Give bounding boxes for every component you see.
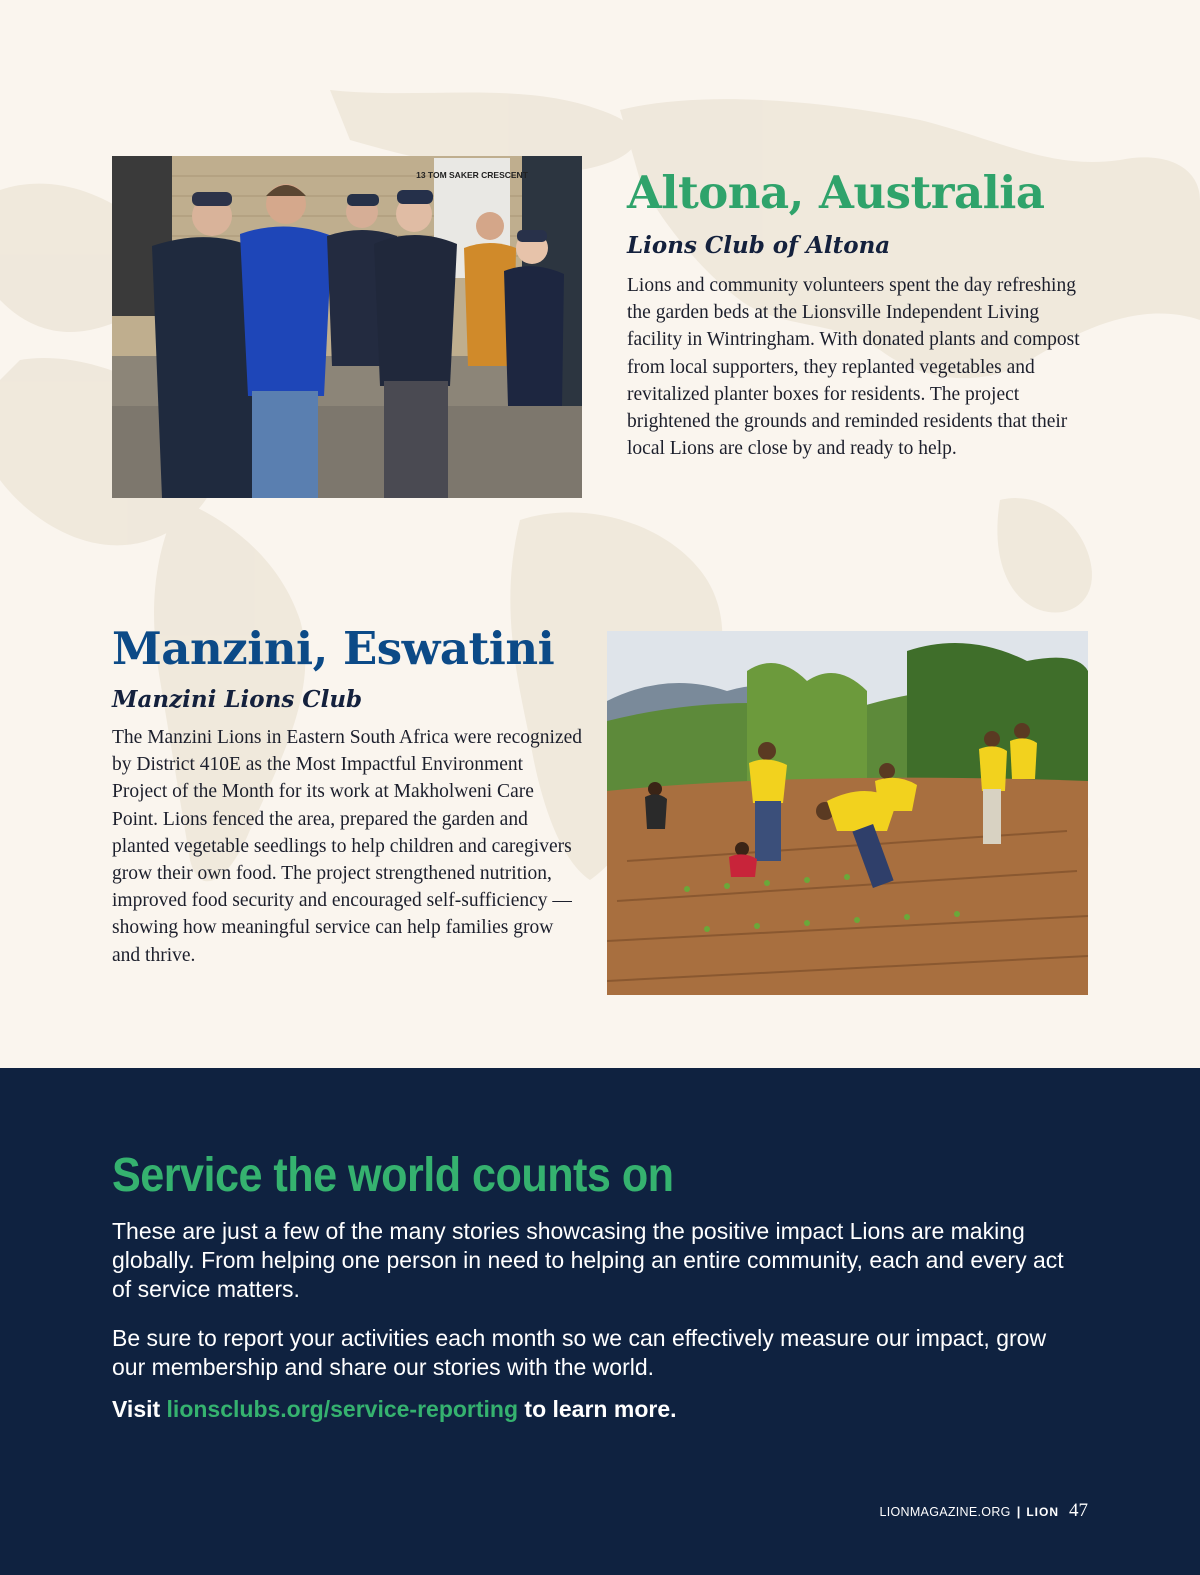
cta-paragraph-2: Be sure to report your activities each month so we can effectively measure our impact, grow our membership and share our stories with the world. xyxy=(112,1325,1047,1380)
altona-title: Altona, Australia xyxy=(627,166,1045,219)
visit-prefix: Visit xyxy=(112,1396,167,1422)
cta-heading: Service the world counts on xyxy=(112,1149,674,1202)
manzini-club-name: Manzini Lions Club xyxy=(112,686,363,713)
cta-paragraph-1: These are just a few of the many stories showcasing the positive impact Lions are making globally. From helping one person in need to helping an entire community, each and every act of service matters. xyxy=(112,1218,1064,1302)
service-reporting-link[interactable]: lionsclubs.org/service-reporting xyxy=(166,1396,519,1422)
cta-visit-line xyxy=(112,1396,677,1423)
footer-site: LIONMAGAZINE.ORG xyxy=(879,1505,1011,1519)
manzini-story-body: The Manzini Lions in Eastern South Africa were recognized by District 410E as the Most Impactful Environment Project of the Month for its work at Makholweni Care Point. Lions fenced the area, prepared the garden and planted vegetable seedlings to help children and caregivers grow their own food. The project strengthened nutrition, improved food security and encouraged self-sufficiency — showing how meaningful service can help families grow and thrive. xyxy=(112,727,583,966)
footer-separator: | xyxy=(1016,1504,1021,1519)
altona-volunteers-photo xyxy=(112,156,582,498)
altona-club-name: Lions Club of Altona xyxy=(627,232,891,259)
footer-magazine-name: LION xyxy=(1026,1505,1059,1519)
photo-sign-text: 13 TOM SAKER CRESCENT xyxy=(416,170,528,180)
page-number: 47 xyxy=(1069,1500,1088,1521)
call-to-action-panel xyxy=(0,1068,1200,1575)
manzini-title: Manzini, Eswatini xyxy=(112,622,555,675)
page-footer xyxy=(879,1500,1088,1522)
manzini-garden-photo xyxy=(607,631,1088,995)
visit-suffix: to learn more. xyxy=(518,1396,677,1422)
altona-story-body: Lions and community volunteers spent the day refreshing the garden beds at the Lionsville Independent Living facility in Wintringham. With donated plants and compost from local supporters, they replanted vegetables and revitalized planter boxes for residents. The project brightened the grounds and reminded residents that their local Lions are close by and ready to help. xyxy=(627,275,1080,460)
